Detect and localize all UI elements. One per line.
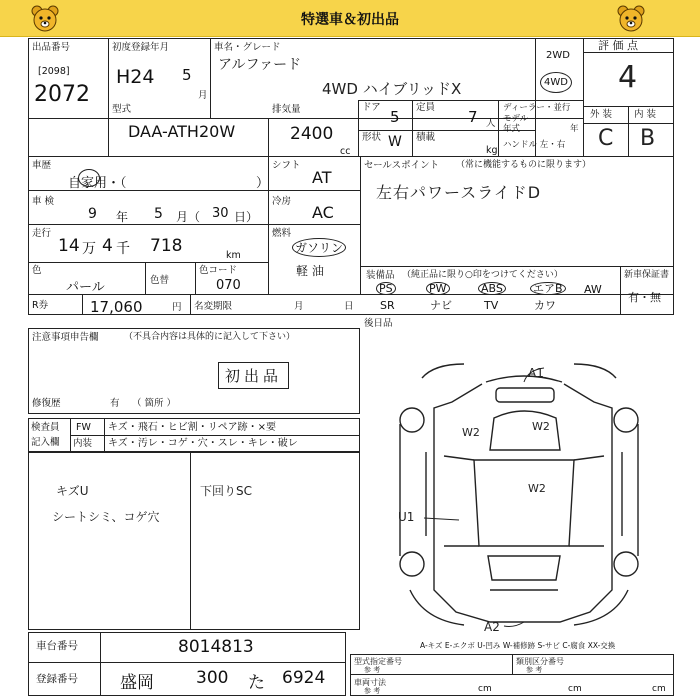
score-label: 評 価 点	[598, 39, 638, 52]
plate-kana: た	[248, 673, 265, 693]
load-label: 積載	[416, 132, 436, 143]
color-code: 070	[216, 278, 241, 293]
meigi-month: 月	[294, 301, 304, 312]
check-fw: FW	[76, 422, 91, 433]
diagram-w2-left: W2	[462, 426, 480, 439]
displacement-unit: cc	[340, 146, 351, 157]
diagram-w2-top: W2	[532, 420, 550, 433]
equip-ps: PS	[376, 282, 396, 295]
reg-month: 5	[182, 66, 192, 84]
sales-note: （常に機能するものに限ります）	[456, 160, 592, 170]
inspection-notes-box	[28, 452, 360, 630]
diagram-w2-center: W2	[528, 482, 546, 495]
reg-era: H24	[116, 66, 155, 88]
plate-number: 6924	[282, 668, 326, 688]
dealer-line1: ディーラー・並行	[503, 103, 571, 113]
notes-sub: （不具合内容は具体的に記入して下さい）	[124, 332, 296, 342]
color-change-label: 色替	[150, 275, 170, 286]
fuel-label: 燃料	[272, 228, 292, 239]
meigi-day: 日	[344, 301, 354, 312]
dealer-line2: モデル	[503, 114, 529, 124]
lot-sub: [2098]	[38, 66, 70, 77]
inspection-day-unit: 日）	[234, 210, 259, 224]
score-int: B	[640, 126, 656, 151]
history-close: ）	[256, 176, 270, 191]
score-ext: C	[598, 126, 614, 151]
notes-label: 注意事項申告欄	[32, 332, 99, 343]
equip-tv: TV	[484, 299, 499, 312]
dims-cm1: cm	[478, 684, 492, 694]
diagram-legend: A-キズ E-エクボ U-凹み W-補修跡 S-サビ C-腐食 XX-交換	[420, 641, 616, 650]
history-value: 自家用・（	[68, 176, 127, 191]
history-label: 車歴	[32, 160, 52, 171]
score-int-label: 内 装	[634, 109, 657, 120]
diagram-u1: U1	[398, 510, 415, 524]
shift-label: シフト	[272, 160, 301, 171]
dims-cm3: cm	[652, 684, 666, 694]
doors-label: ドア	[362, 102, 381, 113]
check-interior: 内装	[73, 438, 93, 449]
dims-ref: 参 考	[364, 687, 381, 695]
approval-label: 型式指定番号	[354, 657, 402, 666]
approval-ref: 参 考	[364, 666, 381, 674]
car-damage-diagram	[364, 360, 674, 632]
dealer-handle: ハンドル 左・右	[503, 140, 566, 150]
handnote-right: 下回りSC	[200, 484, 252, 498]
repair-label: 修復歴	[32, 398, 61, 409]
color-value: パール	[66, 280, 105, 295]
car-label: 車名・グレード	[214, 42, 281, 53]
equip-airbag: エアB	[530, 282, 566, 295]
inspection-day: 30	[212, 206, 229, 221]
class-label: 類別区分番号	[516, 657, 564, 666]
banner-title: 特選車＆初出品	[301, 12, 399, 28]
diagram-a1: A1	[528, 366, 544, 380]
check-line1: キズ・飛石・ヒビ割・リペア跡・×要	[108, 422, 276, 433]
drive-4wd-circled: 4WD	[540, 72, 572, 93]
recycle-label: R券	[32, 300, 49, 311]
dealer-year-unit: 年	[570, 124, 579, 134]
lot-number: 2072	[34, 82, 90, 107]
inspector-label2: 記入欄	[31, 437, 60, 448]
dims-label: 車両寸法	[354, 678, 386, 687]
capacity-label: 定員	[416, 102, 436, 113]
chassis-label: 車台番号	[36, 640, 78, 652]
drive-2wd: 2WD	[546, 50, 570, 61]
color-code-label: 色コード	[199, 265, 238, 276]
equip-aw: AW	[584, 283, 602, 296]
equip-sr: SR	[380, 299, 395, 312]
first-listing-stamp: 初出品	[218, 362, 289, 389]
doors-value: 5	[390, 108, 400, 126]
displacement-label: 排気量	[272, 104, 301, 115]
car-grade: 4WD ハイブリッドX	[322, 80, 462, 98]
equip-abs: ABS	[478, 282, 506, 295]
model-label: 型式	[112, 104, 132, 115]
dims-cm2: cm	[568, 684, 582, 694]
shape-value: W	[388, 134, 402, 150]
capacity-unit: 人	[486, 118, 496, 129]
capacity-value: 7	[468, 108, 478, 126]
mileage-v1: 14	[58, 236, 80, 256]
inspector-label: 検査員	[31, 422, 60, 433]
warranty-value: 有・無	[628, 291, 661, 304]
mileage-u1: 万	[82, 241, 96, 257]
aircon-label: 冷房	[272, 196, 292, 207]
inspection-year-unit: 年	[116, 210, 129, 224]
equip-leather: カワ	[534, 299, 556, 312]
fuel-gas: ガソリン	[292, 238, 346, 257]
inspection-label: 車 検	[32, 196, 55, 207]
class-ref: 参 考	[526, 666, 543, 674]
after-label: 後日品	[364, 318, 393, 329]
displacement-value: 2400	[290, 124, 334, 144]
sales-label: セールスポイント	[364, 160, 440, 171]
car-name: アルファード	[218, 57, 302, 73]
chassis-value: 8014813	[178, 637, 254, 657]
inspection-month-unit: 月（	[176, 210, 201, 224]
recycle-unit: 円	[172, 302, 182, 313]
handnote-left2: シートシミ、コゲ穴	[52, 510, 160, 524]
repair-location: （ 箇所 ）	[132, 398, 177, 409]
load-unit: kg	[486, 145, 498, 156]
aircon-value: AC	[312, 203, 334, 222]
equip-navi: ナビ	[430, 299, 452, 312]
repair-value: 有	[110, 398, 120, 409]
check-line2: キズ・汚レ・コゲ・穴・スレ・キレ・破レ	[108, 438, 298, 449]
mileage-u2: 千	[116, 241, 130, 257]
mileage-v2: 4	[102, 236, 113, 256]
equip-label: 装備品	[366, 270, 395, 281]
plate-area: 盛岡	[120, 673, 154, 693]
mileage-label: 走行	[32, 228, 52, 239]
handnote-left1: キズU	[56, 484, 89, 498]
meigi-label: 名変期限	[194, 301, 233, 312]
mileage-unit: km	[226, 250, 241, 261]
diagram-a2: A2	[484, 620, 500, 634]
history-circle-mark	[78, 169, 100, 187]
color-label: 色	[32, 265, 42, 276]
inspection-month: 5	[154, 206, 163, 222]
score-value: 4	[618, 60, 638, 95]
reg-label: 初度登録年月	[112, 42, 170, 53]
model-value: DAA-ATH20W	[128, 122, 236, 141]
mileage-v3: 718	[150, 236, 183, 256]
score-ext-label: 外 装	[590, 109, 613, 120]
equip-pw: PW	[426, 282, 450, 295]
plate-class: 300	[196, 668, 229, 688]
equip-note: （純正品に限り○印をつけてください）	[402, 270, 563, 280]
recycle-value: 17,060	[90, 298, 143, 316]
warranty-label: 新車保証書	[624, 270, 670, 280]
lot-label: 出品番号	[32, 42, 71, 53]
reg-month-unit: 月	[198, 90, 208, 101]
shape-label: 形状	[362, 132, 382, 143]
fuel-diesel: 軽 油	[296, 264, 324, 278]
shift-value: AT	[312, 168, 332, 187]
inspection-year: 9	[88, 206, 97, 222]
dealer-line3: 年式	[503, 124, 521, 134]
plate-label: 登録番号	[36, 673, 78, 685]
sales-content: 左右パワースライドD	[376, 183, 542, 202]
